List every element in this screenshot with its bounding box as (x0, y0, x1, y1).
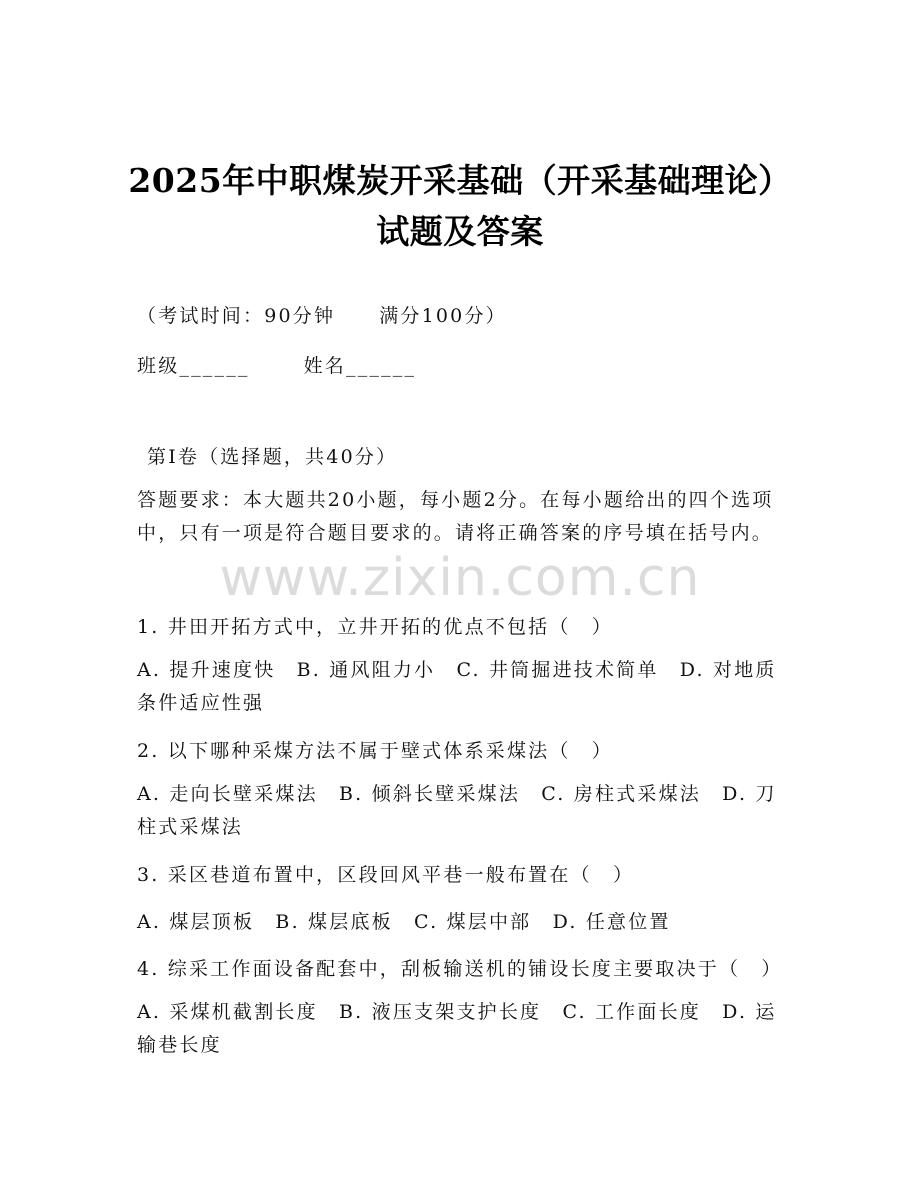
question-options: A. 采煤机截割长度 B. 液压支架支护长度 C. 工作面长度 D. 运输巷长度 (137, 1001, 777, 1056)
question-stem: 1. 井田开拓方式中，立井开拓的优点不包括（ ） (137, 616, 613, 638)
exam-info (137, 301, 787, 328)
watermark: www.zixin.com.cn (219, 548, 701, 608)
question-options: A. 走向长壁采煤法 B. 倾斜长壁采煤法 C. 房柱式采煤法 D. 刀柱式采煤法 (137, 783, 777, 838)
name-field: 姓名______ (303, 355, 417, 377)
class-field: 班级______ (137, 355, 250, 377)
question-options: A. 煤层顶板 B. 煤层底板 C. 煤层中部 D. 任意位置 (137, 911, 671, 933)
question-stem: 4. 综采工作面设备配套中，刮板输送机的铺设长度主要取决于（ ） (137, 958, 783, 980)
section-heading: 第I卷（选择题，共40分） (147, 446, 398, 468)
exam-score: 满分100分） (379, 305, 507, 327)
section-instructions: 答题要求：本大题共20小题，每小题2分。在每小题给出的四个选项中，只有一项是符合题目要求的。请将正确答案的序号填在括号内。 (137, 489, 774, 544)
question-options: A. 提升速度快 B. 通风阻力小 C. 井筒掘进技术简单 D. 对地质条件适应性强 (137, 659, 777, 714)
exam-time: （考试时间：90分钟 (137, 305, 336, 327)
student-info (137, 351, 787, 378)
question-stem: 2. 以下哪种采煤方法不属于壁式体系采煤法（ ） (137, 740, 613, 762)
document-title-line2: 试题及答案 (376, 212, 544, 251)
document-title-line1: 2025年中职煤炭开采基础（开采基础理论） (128, 161, 792, 200)
question-stem: 3. 采区巷道布置中，区段回风平巷一般布置在（ ） (137, 864, 635, 886)
